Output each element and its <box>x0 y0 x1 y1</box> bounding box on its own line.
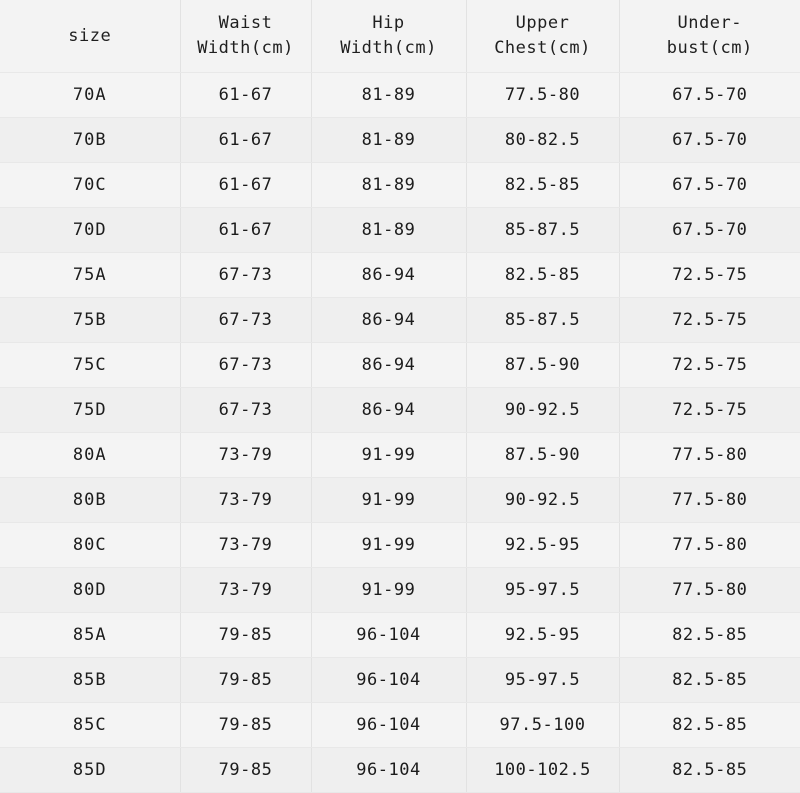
cell-size: 85A <box>0 613 180 658</box>
table-row <box>0 343 800 388</box>
cell-size: 85C <box>0 703 180 748</box>
cell-hip: 81-89 <box>311 163 466 208</box>
column-header-line: size <box>0 24 180 49</box>
cell-waist: 79-85 <box>180 703 311 748</box>
cell-under_bust: 77.5-80 <box>619 478 800 523</box>
column-header-line: Hip <box>312 11 466 36</box>
cell-under_bust: 82.5-85 <box>619 658 800 703</box>
cell-upper_chest: 97.5-100 <box>466 703 619 748</box>
column-header-line: Width(cm) <box>181 36 311 61</box>
cell-waist: 61-67 <box>180 208 311 253</box>
cell-under_bust: 82.5-85 <box>619 703 800 748</box>
cell-upper_chest: 92.5-95 <box>466 523 619 568</box>
cell-size: 80C <box>0 523 180 568</box>
cell-under_bust: 67.5-70 <box>619 118 800 163</box>
table-row <box>0 478 800 523</box>
cell-hip: 91-99 <box>311 568 466 613</box>
table-row <box>0 163 800 208</box>
cell-hip: 86-94 <box>311 253 466 298</box>
table-row <box>0 298 800 343</box>
column-header-size <box>0 0 180 73</box>
cell-waist: 67-73 <box>180 298 311 343</box>
cell-upper_chest: 87.5-90 <box>466 343 619 388</box>
table-row <box>0 388 800 433</box>
column-header-under_bust <box>619 0 800 73</box>
cell-hip: 86-94 <box>311 343 466 388</box>
cell-hip: 91-99 <box>311 478 466 523</box>
cell-size: 85B <box>0 658 180 703</box>
column-header-upper_chest <box>466 0 619 73</box>
cell-waist: 67-73 <box>180 388 311 433</box>
cell-upper_chest: 95-97.5 <box>466 568 619 613</box>
cell-hip: 81-89 <box>311 118 466 163</box>
cell-hip: 91-99 <box>311 433 466 478</box>
cell-waist: 67-73 <box>180 343 311 388</box>
table-row <box>0 433 800 478</box>
cell-upper_chest: 90-92.5 <box>466 388 619 433</box>
cell-waist: 73-79 <box>180 568 311 613</box>
table-row <box>0 568 800 613</box>
cell-hip: 91-99 <box>311 523 466 568</box>
table-row <box>0 208 800 253</box>
cell-under_bust: 77.5-80 <box>619 523 800 568</box>
cell-under_bust: 82.5-85 <box>619 613 800 658</box>
cell-waist: 61-67 <box>180 163 311 208</box>
cell-under_bust: 67.5-70 <box>619 73 800 118</box>
table-row <box>0 523 800 568</box>
cell-upper_chest: 85-87.5 <box>466 208 619 253</box>
table-header-row <box>0 0 800 73</box>
column-header-waist <box>180 0 311 73</box>
cell-upper_chest: 90-92.5 <box>466 478 619 523</box>
cell-size: 75D <box>0 388 180 433</box>
cell-waist: 79-85 <box>180 748 311 793</box>
cell-under_bust: 72.5-75 <box>619 298 800 343</box>
cell-upper_chest: 80-82.5 <box>466 118 619 163</box>
table-header <box>0 0 800 73</box>
cell-waist: 73-79 <box>180 523 311 568</box>
cell-hip: 86-94 <box>311 298 466 343</box>
cell-size: 70D <box>0 208 180 253</box>
cell-hip: 81-89 <box>311 73 466 118</box>
cell-upper_chest: 100-102.5 <box>466 748 619 793</box>
cell-waist: 61-67 <box>180 118 311 163</box>
cell-size: 80D <box>0 568 180 613</box>
column-header-line: Width(cm) <box>312 36 466 61</box>
cell-hip: 96-104 <box>311 658 466 703</box>
table-row <box>0 703 800 748</box>
cell-size: 70C <box>0 163 180 208</box>
table-row <box>0 658 800 703</box>
table-body <box>0 73 800 793</box>
cell-hip: 81-89 <box>311 208 466 253</box>
cell-upper_chest: 87.5-90 <box>466 433 619 478</box>
table-row <box>0 118 800 163</box>
cell-upper_chest: 92.5-95 <box>466 613 619 658</box>
cell-upper_chest: 82.5-85 <box>466 163 619 208</box>
cell-size: 75B <box>0 298 180 343</box>
table-row <box>0 253 800 298</box>
cell-under_bust: 77.5-80 <box>619 433 800 478</box>
table-row <box>0 748 800 793</box>
cell-waist: 61-67 <box>180 73 311 118</box>
cell-hip: 96-104 <box>311 748 466 793</box>
cell-under_bust: 82.5-85 <box>619 748 800 793</box>
cell-waist: 73-79 <box>180 433 311 478</box>
column-header-line: Waist <box>181 11 311 36</box>
cell-size: 70B <box>0 118 180 163</box>
column-header-line: Chest(cm) <box>467 36 619 61</box>
cell-under_bust: 72.5-75 <box>619 343 800 388</box>
cell-under_bust: 72.5-75 <box>619 253 800 298</box>
cell-upper_chest: 85-87.5 <box>466 298 619 343</box>
cell-size: 75C <box>0 343 180 388</box>
cell-waist: 79-85 <box>180 613 311 658</box>
cell-size: 75A <box>0 253 180 298</box>
cell-waist: 79-85 <box>180 658 311 703</box>
cell-size: 85D <box>0 748 180 793</box>
cell-size: 70A <box>0 73 180 118</box>
cell-upper_chest: 82.5-85 <box>466 253 619 298</box>
cell-size: 80B <box>0 478 180 523</box>
table-row <box>0 613 800 658</box>
cell-upper_chest: 95-97.5 <box>466 658 619 703</box>
column-header-line: Under- <box>620 11 800 36</box>
cell-under_bust: 67.5-70 <box>619 163 800 208</box>
cell-size: 80A <box>0 433 180 478</box>
cell-hip: 96-104 <box>311 613 466 658</box>
cell-upper_chest: 77.5-80 <box>466 73 619 118</box>
cell-under_bust: 77.5-80 <box>619 568 800 613</box>
column-header-hip <box>311 0 466 73</box>
column-header-line: bust(cm) <box>620 36 800 61</box>
table-row <box>0 73 800 118</box>
cell-hip: 86-94 <box>311 388 466 433</box>
cell-waist: 73-79 <box>180 478 311 523</box>
column-header-line: Upper <box>467 11 619 36</box>
cell-hip: 96-104 <box>311 703 466 748</box>
cell-waist: 67-73 <box>180 253 311 298</box>
cell-under_bust: 67.5-70 <box>619 208 800 253</box>
cell-under_bust: 72.5-75 <box>619 388 800 433</box>
